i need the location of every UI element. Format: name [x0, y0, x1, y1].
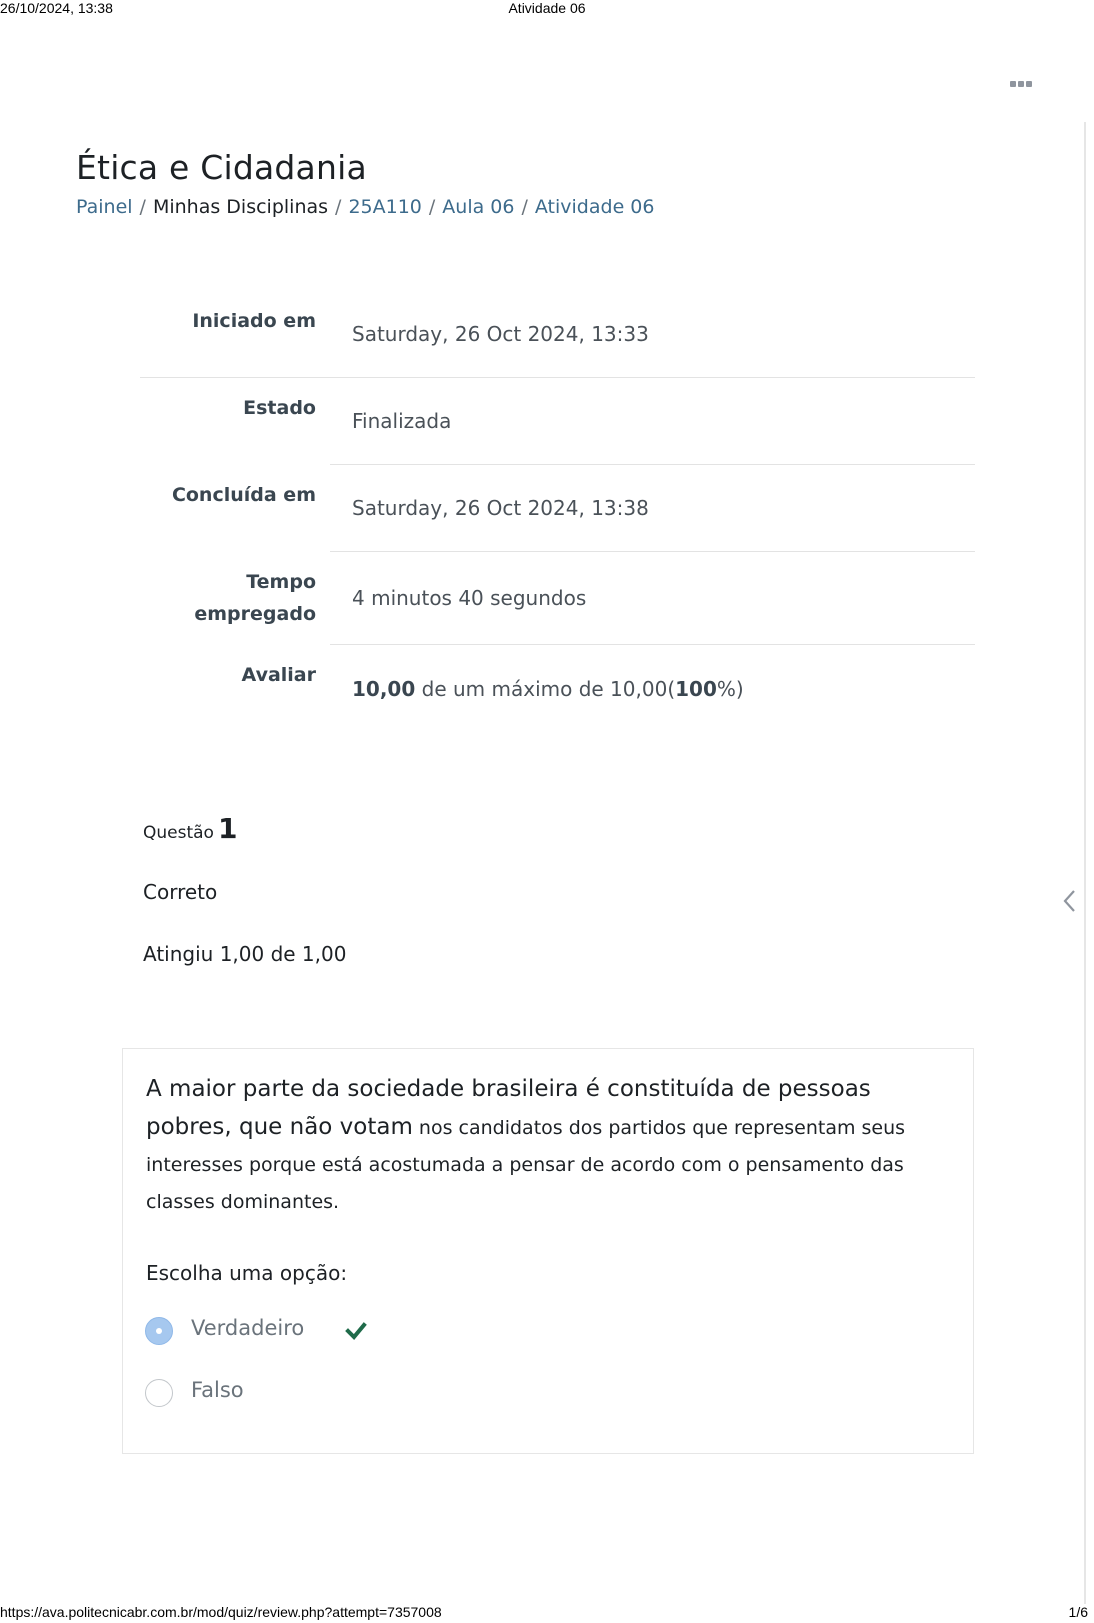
breadcrumb-separator: / — [139, 196, 146, 218]
page-title: Ética e Cidadania — [76, 148, 367, 187]
state-value: Finalizada — [352, 409, 452, 433]
breadcrumb-item-course-code[interactable]: 25A110 — [348, 196, 422, 218]
more-icon[interactable] — [1010, 72, 1034, 80]
breadcrumb-item-atividade[interactable]: Atividade 06 — [534, 196, 655, 218]
grade-value — [352, 673, 744, 705]
question-label: Questão — [143, 823, 214, 843]
drawer-edge — [1084, 122, 1086, 1604]
option-label: Verdadeiro — [191, 1316, 305, 1340]
option-label: Falso — [191, 1378, 244, 1402]
grade-max: de um máximo de 10,00( — [415, 677, 676, 701]
summary-row-started — [140, 305, 975, 378]
summary-row-state — [243, 378, 975, 465]
question-grade: Atingiu 1,00 de 1,00 — [143, 942, 347, 966]
time-label-line2: empregado — [194, 603, 316, 625]
question-text — [146, 1071, 936, 1221]
time-label-line1: Tempo — [246, 571, 316, 593]
summary-row-grade — [241, 645, 975, 725]
question-text-lead: A maior parte da sociedade brasileira é constituída de pessoas pobres, que não votam — [146, 1076, 871, 1140]
option-verdadeiro[interactable] — [145, 1317, 405, 1349]
question-info — [143, 812, 237, 845]
print-datetime: 26/10/2024, 13:38 — [0, 0, 113, 16]
time-label — [140, 566, 316, 630]
radio-unselected[interactable] — [145, 1379, 173, 1407]
attempt-summary — [140, 305, 975, 725]
answer-prompt: Escolha uma opção: — [146, 1261, 348, 1285]
grade-label: Avaliar — [241, 664, 316, 686]
breadcrumb-item-painel[interactable]: Painel — [76, 196, 133, 218]
grade-percent-sign: %) — [716, 677, 744, 701]
summary-row-completed — [171, 465, 975, 552]
breadcrumb-item-aula[interactable]: Aula 06 — [442, 196, 515, 218]
print-url: https://ava.politecnicabr.com.br/mod/quiz/review.php?attempt=7357008 — [0, 1604, 442, 1620]
state-label: Estado — [243, 397, 316, 419]
question-text-rest: nos candidatos dos partidos que representam seus interesses porque está acostumada a pensar de acordo com o pensamento das classes dominantes. — [146, 1117, 906, 1213]
started-label: Iniciado em — [192, 310, 316, 332]
grade-percent: 100 — [675, 677, 717, 701]
print-header — [0, 0, 1094, 18]
time-value: 4 minutos 40 segundos — [352, 586, 587, 610]
question-number-value: 1 — [217, 812, 238, 845]
question-state: Correto — [143, 880, 218, 904]
breadcrumb-separator: / — [428, 196, 436, 218]
chevron-left-icon[interactable] — [1062, 888, 1078, 914]
started-value: Saturday, 26 Oct 2024, 13:33 — [352, 322, 649, 346]
radio-selected[interactable] — [145, 1317, 173, 1345]
print-footer — [0, 1604, 1094, 1622]
breadcrumb — [76, 196, 654, 218]
completed-label: Concluída em — [171, 484, 316, 506]
breadcrumb-separator: / — [521, 196, 528, 218]
print-page-title: Atividade 06 — [508, 0, 586, 16]
question-content — [122, 1048, 974, 1454]
check-icon — [345, 1321, 367, 1341]
completed-value: Saturday, 26 Oct 2024, 13:38 — [352, 496, 649, 520]
breadcrumb-separator: / — [335, 196, 342, 218]
breadcrumb-item-minhas-disciplinas: Minhas Disciplinas — [152, 196, 329, 218]
print-page-number: 1/6 — [1068, 1604, 1088, 1620]
summary-row-time — [194, 552, 975, 645]
question-number — [143, 812, 238, 845]
option-falso[interactable] — [145, 1379, 305, 1411]
grade-score: 10,00 — [352, 677, 416, 701]
